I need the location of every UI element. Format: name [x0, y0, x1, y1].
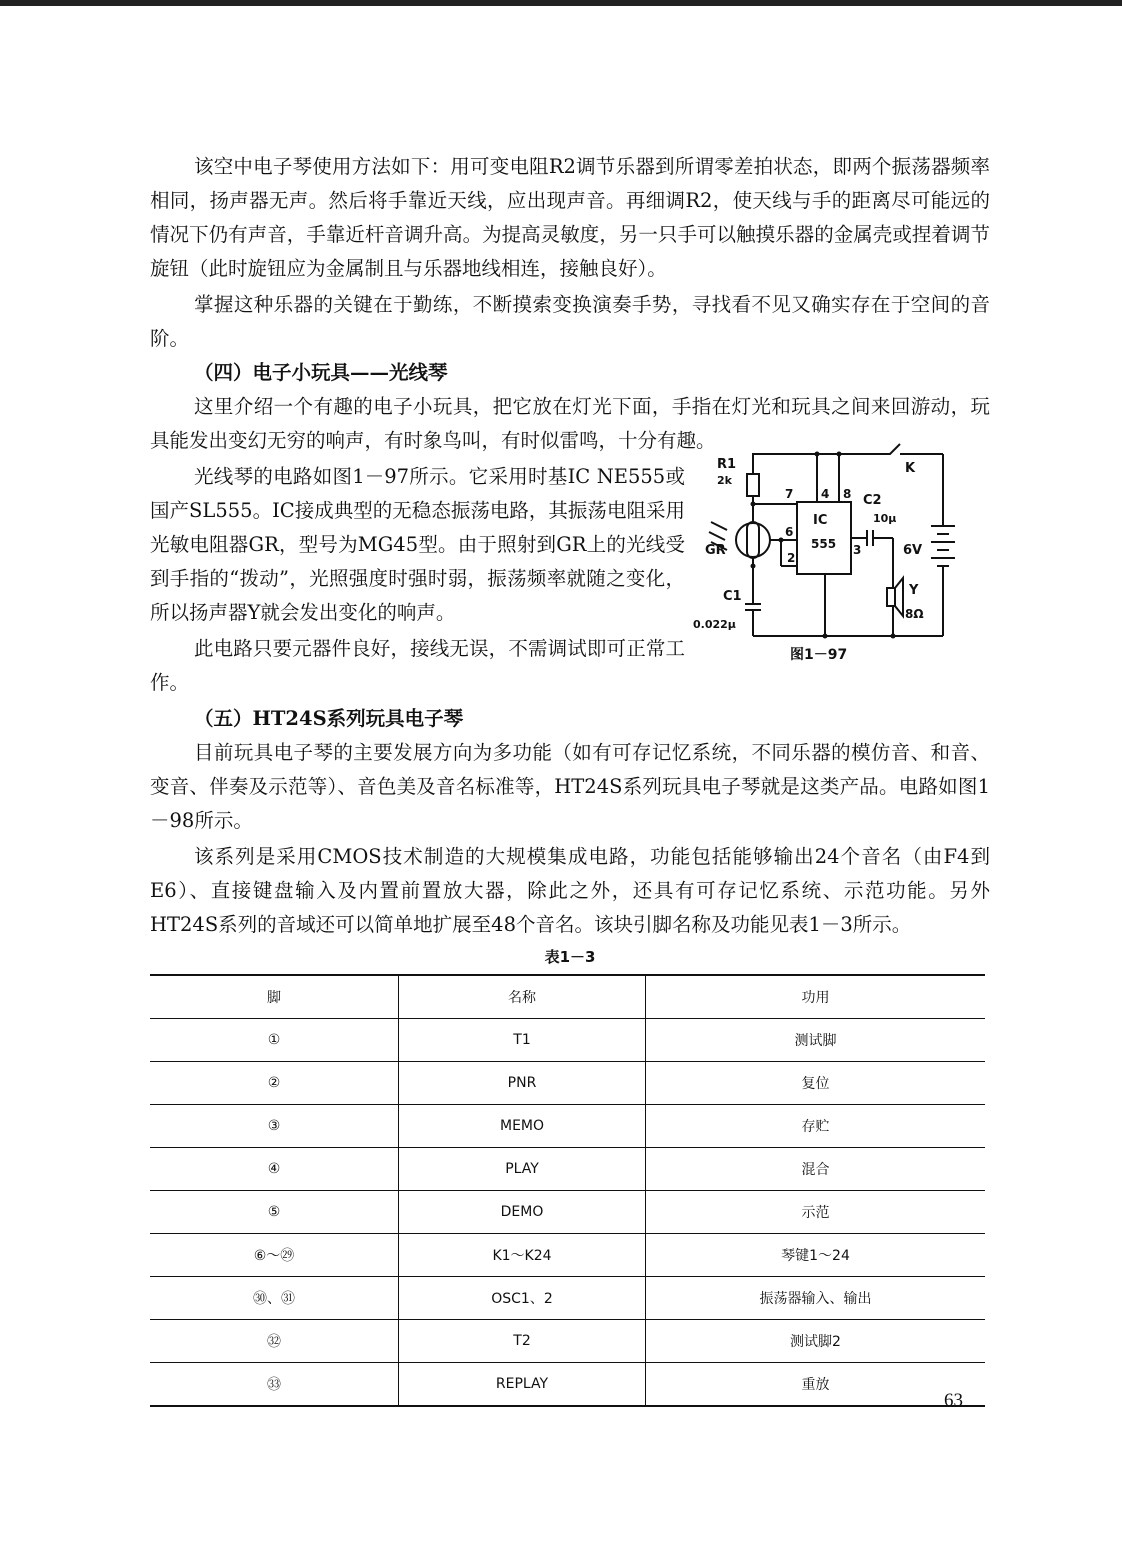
cell-name: T2	[399, 1320, 646, 1363]
cell-function: 重放	[646, 1363, 986, 1407]
circuit-diagram	[693, 438, 995, 668]
header-function: 功用	[646, 975, 986, 1019]
cell-function: 复位	[646, 1062, 986, 1105]
table-row	[150, 1019, 985, 1062]
cell-function: 测试脚	[646, 1019, 986, 1062]
cell-name: K1～K24	[399, 1234, 646, 1277]
cell-function: 琴键1～24	[646, 1234, 986, 1277]
cell-name: PNR	[399, 1062, 646, 1105]
cell-function: 振荡器输入、输出	[646, 1277, 986, 1320]
cell-name: PLAY	[399, 1148, 646, 1191]
label-555: 555	[811, 537, 837, 551]
paragraph: 掌握这种乐器的关键在于勤练，不断摸索变换演奏手势，寻找看不见又确实存在于空间的音阶。	[150, 293, 990, 350]
table-row	[150, 1320, 985, 1363]
cell-name: REPLAY	[399, 1363, 646, 1407]
table-row	[150, 1277, 985, 1320]
pin-8: 8	[843, 487, 852, 501]
table-caption: 表1－3	[544, 948, 596, 966]
pin-2: 2	[787, 551, 796, 565]
label-speaker-ohm: 8Ω	[905, 607, 924, 621]
section-heading: （四）电子小玩具——光线琴	[194, 361, 448, 384]
table-header-row	[150, 975, 985, 1019]
table-row	[150, 1363, 985, 1407]
paragraph: 光线琴的电路如图1－97所示。它采用时基IC NE555或国产SL555。IC接成典型的无稳态振荡电路，其振荡电阻采用光敏电阻器GR，型号为MG45型。由于照射到GR上的光线受到手指的“拨动”，光照强度时强时弱，振荡频率就随之变化，所以扬声器Y就会发出变化的响声。	[150, 465, 685, 624]
label-c2: C2	[863, 493, 882, 508]
paragraph: 此电路只要元器件良好，接线无误，不需调试即可正常工作。	[150, 637, 685, 694]
cell-function: 示范	[646, 1191, 986, 1234]
cell-function: 混合	[646, 1148, 986, 1191]
table-row	[150, 1234, 985, 1277]
cell-pin: ㉝	[150, 1363, 399, 1407]
label-switch: K	[905, 461, 916, 476]
cell-name: MEMO	[399, 1105, 646, 1148]
label-r1: R1	[717, 457, 737, 472]
paragraph: 该系列是采用CMOS技术制造的大规模集成电路，功能包括能够输出24个音名（由F4到E6）、直接键盘输入及内置前置放大器，除此之外，还具有可存记忆系统、示范功能。另外HT24S系列的音域还可以简单地扩展至48个音名。该块引脚名称及功能见表1－3所示。	[150, 845, 990, 936]
pin-7: 7	[785, 487, 794, 501]
cell-pin: ③	[150, 1105, 399, 1148]
paragraph: 这里介绍一个有趣的电子小玩具，把它放在灯光下面，手指在灯光和玩具之间来回游动，玩具能发出变幻无穷的响声，有时象鸟叫，有时似雷鸣，十分有趣。	[150, 395, 990, 452]
table-row	[150, 1148, 985, 1191]
cell-pin: ㉜	[150, 1320, 399, 1363]
pin-4: 4	[821, 487, 830, 501]
paragraph: 该空中电子琴使用方法如下：用可变电阻R2调节乐器到所谓零差拍状态，即两个振荡器频率相同，扬声器无声。然后将手靠近天线，应出现声音。再细调R2，使天线与手的距离尽可能远的情况下仍有声音，手靠近杆音调升高。为提高灵敏度，另一只手可以触摸乐器的金属壳或捏着调节旋钮（此时旋钮应为金属制且与乐器地线相连，接触良好）。	[150, 155, 990, 280]
cell-pin: ①	[150, 1019, 399, 1062]
header-pin: 脚	[150, 975, 399, 1019]
cell-pin: ⑤	[150, 1191, 399, 1234]
paragraph: 目前玩具电子琴的主要发展方向为多功能（如有可存记忆系统，不同乐器的模仿音、和音、变音、伴奏及示范等）、音色美及音名标准等，HT24S系列玩具电子琴就是这类产品。电路如图1－98所示。	[150, 741, 990, 832]
pin-3: 3	[853, 543, 862, 557]
pin-6: 6	[785, 525, 794, 539]
label-c2-value: 10μ	[873, 512, 897, 525]
header-name: 名称	[399, 975, 646, 1019]
label-r1-value: 2k	[717, 474, 732, 487]
pin-table	[150, 974, 985, 1407]
circuit-svg	[693, 438, 995, 668]
scan-edge	[0, 0, 1122, 6]
cell-name: OSC1、2	[399, 1277, 646, 1320]
table-row	[150, 1191, 985, 1234]
label-c1-value: 0.022μ	[693, 618, 736, 631]
cell-pin: ②	[150, 1062, 399, 1105]
page-number: 63	[944, 1390, 963, 1411]
label-gr: GR	[705, 543, 726, 558]
cell-name: T1	[399, 1019, 646, 1062]
cell-function: 测试脚2	[646, 1320, 986, 1363]
figure-caption: 图1－97	[790, 647, 848, 663]
cell-name: DEMO	[399, 1191, 646, 1234]
cell-pin: ⑥～㉙	[150, 1234, 399, 1277]
table-row	[150, 1105, 985, 1148]
section-heading: （五）HT24S系列玩具电子琴	[194, 707, 464, 730]
cell-pin: ㉚、㉛	[150, 1277, 399, 1320]
cell-function: 存贮	[646, 1105, 986, 1148]
table-row	[150, 1062, 985, 1105]
label-c1: C1	[723, 589, 742, 604]
label-y: Y	[909, 583, 919, 598]
label-6v: 6V	[903, 543, 923, 558]
label-ic: IC	[813, 513, 828, 528]
page-body	[150, 150, 990, 1407]
cell-pin: ④	[150, 1148, 399, 1191]
